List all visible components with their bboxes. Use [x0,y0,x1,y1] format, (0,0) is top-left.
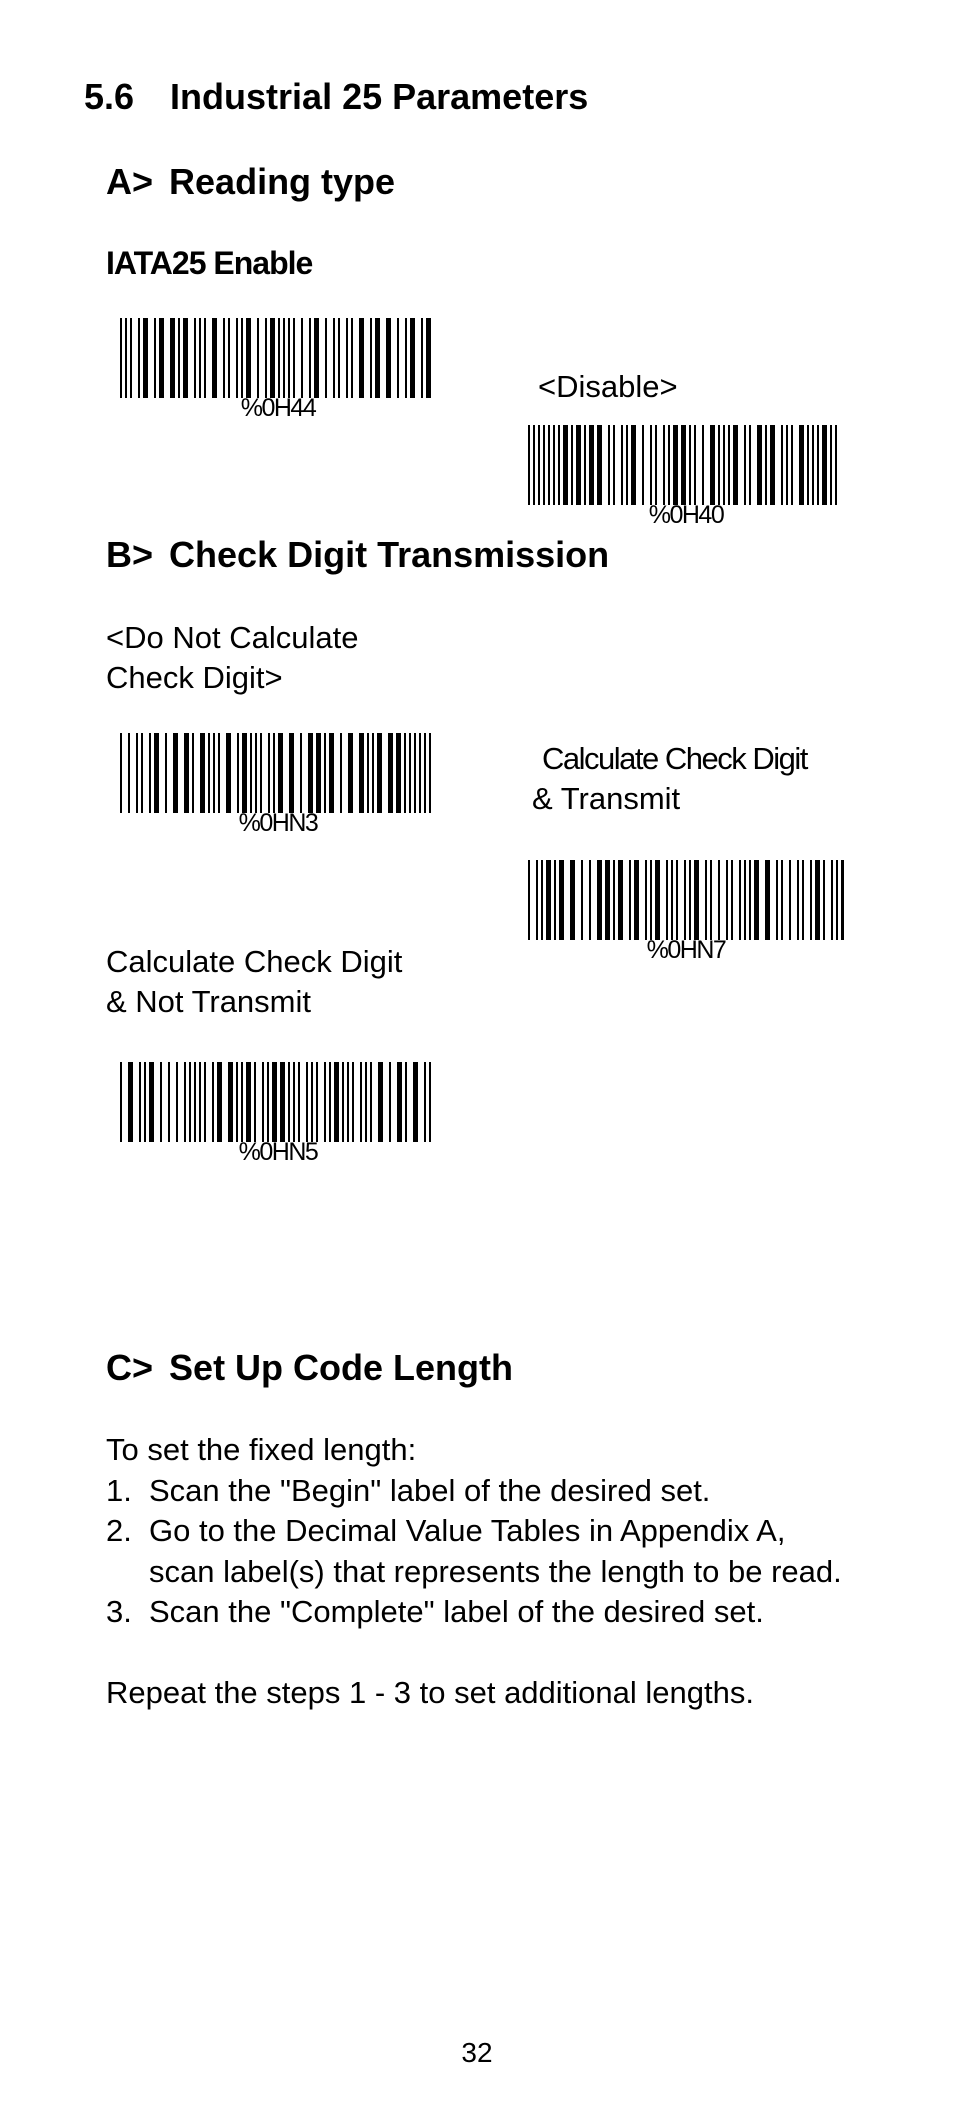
barcode-bar [705,860,707,940]
barcode-iata25-enable[interactable] [118,318,438,430]
barcode-bar [154,733,159,813]
barcode-bar [254,1062,256,1142]
barcode-bar [228,318,230,398]
barcode-bar [789,860,791,940]
barcode-bar [799,425,804,505]
barcode-bar [338,318,340,398]
barcode-bar [642,425,644,505]
barcode-bar [597,860,602,940]
barcode-bar [405,318,407,398]
barcode-bar [154,318,156,398]
barcode-bar [663,425,665,505]
barcode-bar [288,1062,290,1142]
barcode-bar [257,318,259,398]
barcode-bar [260,733,262,813]
reading-type-title: Reading type [169,161,396,202]
barcode-bar [723,425,725,505]
barcode-bar [125,318,127,398]
barcode-bar [241,1062,243,1142]
barcode-bar [212,1062,214,1142]
step-text: Scan the "Begin" label of the desired set. [149,1472,711,1508]
barcode-bar [159,318,164,398]
barcode-bar [128,733,130,813]
barcode-bar [268,733,270,813]
barcode-bar [424,733,426,813]
barcode-bar [149,733,151,813]
barcode-bar [533,425,535,505]
section-heading [84,76,588,118]
barcode-bar [173,733,178,813]
barcode-bar [351,318,353,398]
barcode-bar [822,425,827,505]
barcode-bar [288,318,290,398]
calc-transmit-label [532,739,807,819]
barcode-bar [781,860,783,940]
barcode-bar [419,733,421,813]
barcode-bar [650,860,652,940]
barcode-bar [689,860,691,940]
barcode-bar [120,733,122,813]
barcode-bar [655,860,660,940]
barcode-iata25-disable[interactable] [526,425,846,537]
label-line: & Transmit [532,781,681,816]
code-length-prefix: C> [106,1347,154,1388]
barcode-caption: %0HN5 [238,1138,318,1166]
barcode-bar [228,1062,233,1142]
barcode-bar [360,1062,362,1142]
barcode-bars [118,1062,438,1142]
check-digit-heading [106,534,609,576]
barcode-bar [563,425,568,505]
barcode-bar [739,860,741,940]
barcode-bar [372,733,374,813]
barcode-bar [597,425,602,505]
barcode-bar [404,733,406,813]
barcode-bar [757,425,762,505]
barcode-bar [375,318,380,398]
barcode-bar [242,733,247,813]
barcode-bar [754,860,759,940]
barcode-bar [316,733,321,813]
barcode-bar [673,425,678,505]
label-line: <Do Not Calculate [106,620,359,655]
barcode-bar [558,425,560,505]
barcode-bar [744,425,746,505]
barcode-caption: %0HN7 [646,936,726,964]
barcode-bar [694,860,699,940]
barcode-bar [426,318,431,398]
barcode-bar [576,425,581,505]
barcode-bar [325,318,327,398]
barcode-bar [309,318,311,398]
barcode-bar [329,1062,331,1142]
barcode-bar [218,733,220,813]
barcode-bar [589,860,591,940]
barcode-bar [731,860,733,940]
barcode-bar [710,860,712,940]
barcode-bar [265,318,267,398]
barcode-bar [581,860,583,940]
barcode-bar [781,425,783,505]
barcode-bar [559,860,564,940]
instruction-step [106,1592,856,1633]
barcode-bar [199,1062,201,1142]
barcode-bar [246,318,251,398]
barcode-bar [144,1062,146,1142]
barcode-bar [841,860,844,940]
barcode-bar [236,1062,238,1142]
barcode-bar [346,318,348,398]
barcode-bar [141,733,143,813]
barcode-bar [189,1062,191,1142]
barcode-bar [823,860,825,940]
barcode-bar [541,860,543,940]
barcode-bar [786,425,788,505]
check-digit-title: Check Digit Transmission [169,534,610,575]
barcode-bar [120,1062,122,1142]
barcode-bar [138,318,140,398]
barcode-bar [831,860,833,940]
barcode-bar [676,860,678,940]
barcode-bar [765,860,770,940]
barcode-bar [744,860,746,940]
barcode-bar [421,318,423,398]
barcode-bar [543,425,545,505]
barcode-bar [536,860,538,940]
barcode-bar [204,318,206,398]
barcode-bar [608,425,610,505]
step-text: Go to the Decimal Value Tables in Appendix A, scan label(s) that represents the length to be read. [149,1513,842,1589]
barcode-bar [136,733,138,813]
check-digit-prefix: B> [106,534,154,575]
barcode-caption: %0H44 [240,394,316,422]
barcode-bar [278,733,283,813]
barcode-bar [571,425,573,505]
barcode-bar [726,860,728,940]
label-line: Calculate Check Digit [542,741,807,776]
code-length-heading [106,1347,513,1389]
barcode-bar [340,733,342,813]
barcode-bar [329,733,334,813]
barcode-bar [749,425,751,505]
barcode-bar [184,733,189,813]
barcode-bar [718,425,720,505]
barcode-bar [143,318,148,398]
step-text: Scan the "Complete" label of the desired set. [149,1594,764,1629]
barcode-bar [671,860,673,940]
barcode-bar [424,1062,426,1142]
barcode-bar [634,860,639,940]
barcode-bar [835,425,837,505]
barcode-bar [192,733,194,813]
barcode-bar [728,425,730,505]
barcode-bar [237,733,239,813]
barcode-caption: %0H40 [648,501,724,529]
barcode-bar [765,425,767,505]
barcode-bar [130,318,132,398]
barcode-bar [255,733,257,813]
barcode-bar [409,733,411,813]
section-number: 5.6 [84,76,135,117]
barcode-bar [298,1062,300,1142]
barcode-bar [414,733,416,813]
barcode-bar [314,318,319,398]
barcode-bar [241,318,243,398]
barcode-bar [378,1062,383,1142]
barcode-bar [370,1062,372,1142]
barcode-bar [347,1062,349,1142]
barcode-bar [770,425,775,505]
barcode-bar [301,318,303,398]
barcode-bar [645,860,647,940]
barcode-bars [526,860,846,940]
code-length-title: Set Up Code Length [169,1347,514,1388]
barcode-bar [208,733,210,813]
barcode-bars [526,425,846,505]
barcode-bar [273,733,275,813]
barcode-bar [613,425,615,505]
step-number: 2. [106,1513,132,1548]
barcode-bar [149,1062,154,1142]
barcode-bar [554,860,556,940]
barcode-bar [194,1062,196,1142]
barcode-bar [396,733,401,813]
barcode-bar [807,425,809,505]
barcode-caption: %0HN3 [238,809,318,837]
reading-type-prefix: A> [106,161,154,202]
barcode-bar [170,318,175,398]
barcode-bar [386,318,391,398]
section-title: Industrial 25 Parameters [170,76,589,117]
barcode-bar [223,318,225,398]
barcode-bar [797,860,799,940]
repeat-note: Repeat the steps 1 - 3 to set additional lengths. [106,1674,754,1710]
barcode-bar [631,425,636,505]
barcode-bar [405,1062,407,1142]
barcode-bar [817,425,819,505]
barcode-bar [342,1062,344,1142]
instruction-step [106,1511,856,1592]
barcode-bar [618,860,623,940]
barcode-bar [160,1062,162,1142]
barcode-bar [553,425,555,505]
barcode-bar [397,1062,402,1142]
barcode-do-not-calculate[interactable] [118,733,438,845]
barcode-bar [311,1062,313,1142]
barcode-bar [165,733,167,813]
barcode-bar [650,425,652,505]
barcode-bar [830,425,832,505]
step-number: 3. [106,1594,132,1629]
barcode-bar [605,860,610,940]
disable-label: <Disable> [538,369,678,404]
barcode-bar [388,733,393,813]
barcode-bar [199,318,201,398]
barcode-bar [272,1062,277,1142]
barcode-bar [194,318,196,398]
barcode-bar [324,733,326,813]
barcode-bar [733,425,738,505]
barcode-calc-transmit[interactable] [526,860,846,972]
barcode-bar [176,1062,178,1142]
barcode-bar [293,318,295,398]
barcode-bar [308,733,313,813]
barcode-bar [429,1062,431,1142]
barcode-bar [410,318,415,398]
barcode-bar [204,1062,206,1142]
barcode-bar [359,318,364,398]
barcode-bar [836,860,838,940]
barcode-bar [365,1062,367,1142]
instruction-step [106,1471,856,1512]
barcode-bar [289,733,294,813]
barcode-bar [694,425,696,505]
barcode-bar [306,1062,308,1142]
calc-not-transmit-label [106,942,402,1022]
barcode-bar [293,1062,295,1142]
barcode-bar [538,425,540,505]
barcode-bar [791,425,793,505]
barcode-bar [226,733,231,813]
barcode-bar [246,1062,251,1142]
label-line: Check Digit> [106,660,283,695]
step-number: 1. [106,1472,132,1508]
barcode-bar [333,318,335,398]
barcode-bars [118,733,438,813]
barcode-bar [283,318,285,398]
barcode-bar [377,733,382,813]
barcode-bar [334,1062,339,1142]
barcode-bar [802,860,804,940]
barcode-bar [702,425,704,505]
barcode-bar [613,860,615,940]
barcode-bar [236,318,238,398]
barcode-bar [655,425,657,505]
barcode-bar [120,318,122,398]
barcode-bar [300,733,302,813]
barcode-bar [278,318,280,398]
iata25-enable-label: IATA25 Enable [106,245,313,281]
barcode-bar [217,1062,222,1142]
barcode-bar [389,1062,391,1142]
barcode-bar [718,860,720,940]
barcode-bar [324,1062,326,1142]
barcode-bar [397,318,399,398]
barcode-bar [429,733,431,813]
barcode-bar [184,1062,186,1142]
barcode-bar [548,425,550,505]
barcode-bar [370,318,372,398]
barcode-bar [570,860,575,940]
barcode-bar [213,733,215,813]
instructions-intro: To set the fixed length: [106,1432,417,1467]
barcode-bar [589,425,594,505]
barcode-bar [352,1062,354,1142]
barcode-bar [178,318,180,398]
barcode-bar [212,318,217,398]
do-not-calculate-label [106,618,358,698]
barcode-bar [621,425,623,505]
barcode-bar [200,733,205,813]
barcode-bar [546,860,551,940]
barcode-bar [689,425,691,505]
barcode-bar [528,860,530,940]
barcode-bar [413,1062,418,1142]
barcode-bar [280,1062,285,1142]
barcode-bar [626,425,628,505]
barcode-bar [270,318,275,398]
barcode-bar [367,733,369,813]
code-length-instructions [106,1430,856,1713]
barcode-bar [267,1062,269,1142]
reading-type-heading [106,161,395,203]
barcode-bar [710,425,715,505]
page-number: 32 [461,2037,493,2068]
barcode-bar [812,425,814,505]
barcode-bar [528,425,530,505]
barcode-bar [359,733,364,813]
barcode-bar [183,318,188,398]
barcode-calc-not-transmit[interactable] [118,1062,438,1174]
barcode-bar [584,425,586,505]
barcode-bar [139,1062,141,1142]
barcode-bar [629,860,631,940]
barcode-bar [684,860,686,940]
barcode-bar [262,1062,264,1142]
barcode-bars [118,318,438,398]
barcode-bar [810,860,812,940]
barcode-bar [681,425,686,505]
label-line: Calculate Check Digit [106,944,403,979]
barcode-bar [250,733,252,813]
label-line: & Not Transmit [106,984,311,1019]
barcode-bar [168,1062,170,1142]
barcode-bar [316,1062,318,1142]
barcode-bar [749,860,751,940]
barcode-bar [668,425,670,505]
barcode-bar [815,860,820,940]
barcode-bar [348,733,353,813]
barcode-bar [776,860,778,940]
barcode-bar [666,860,668,940]
barcode-bar [128,1062,133,1142]
